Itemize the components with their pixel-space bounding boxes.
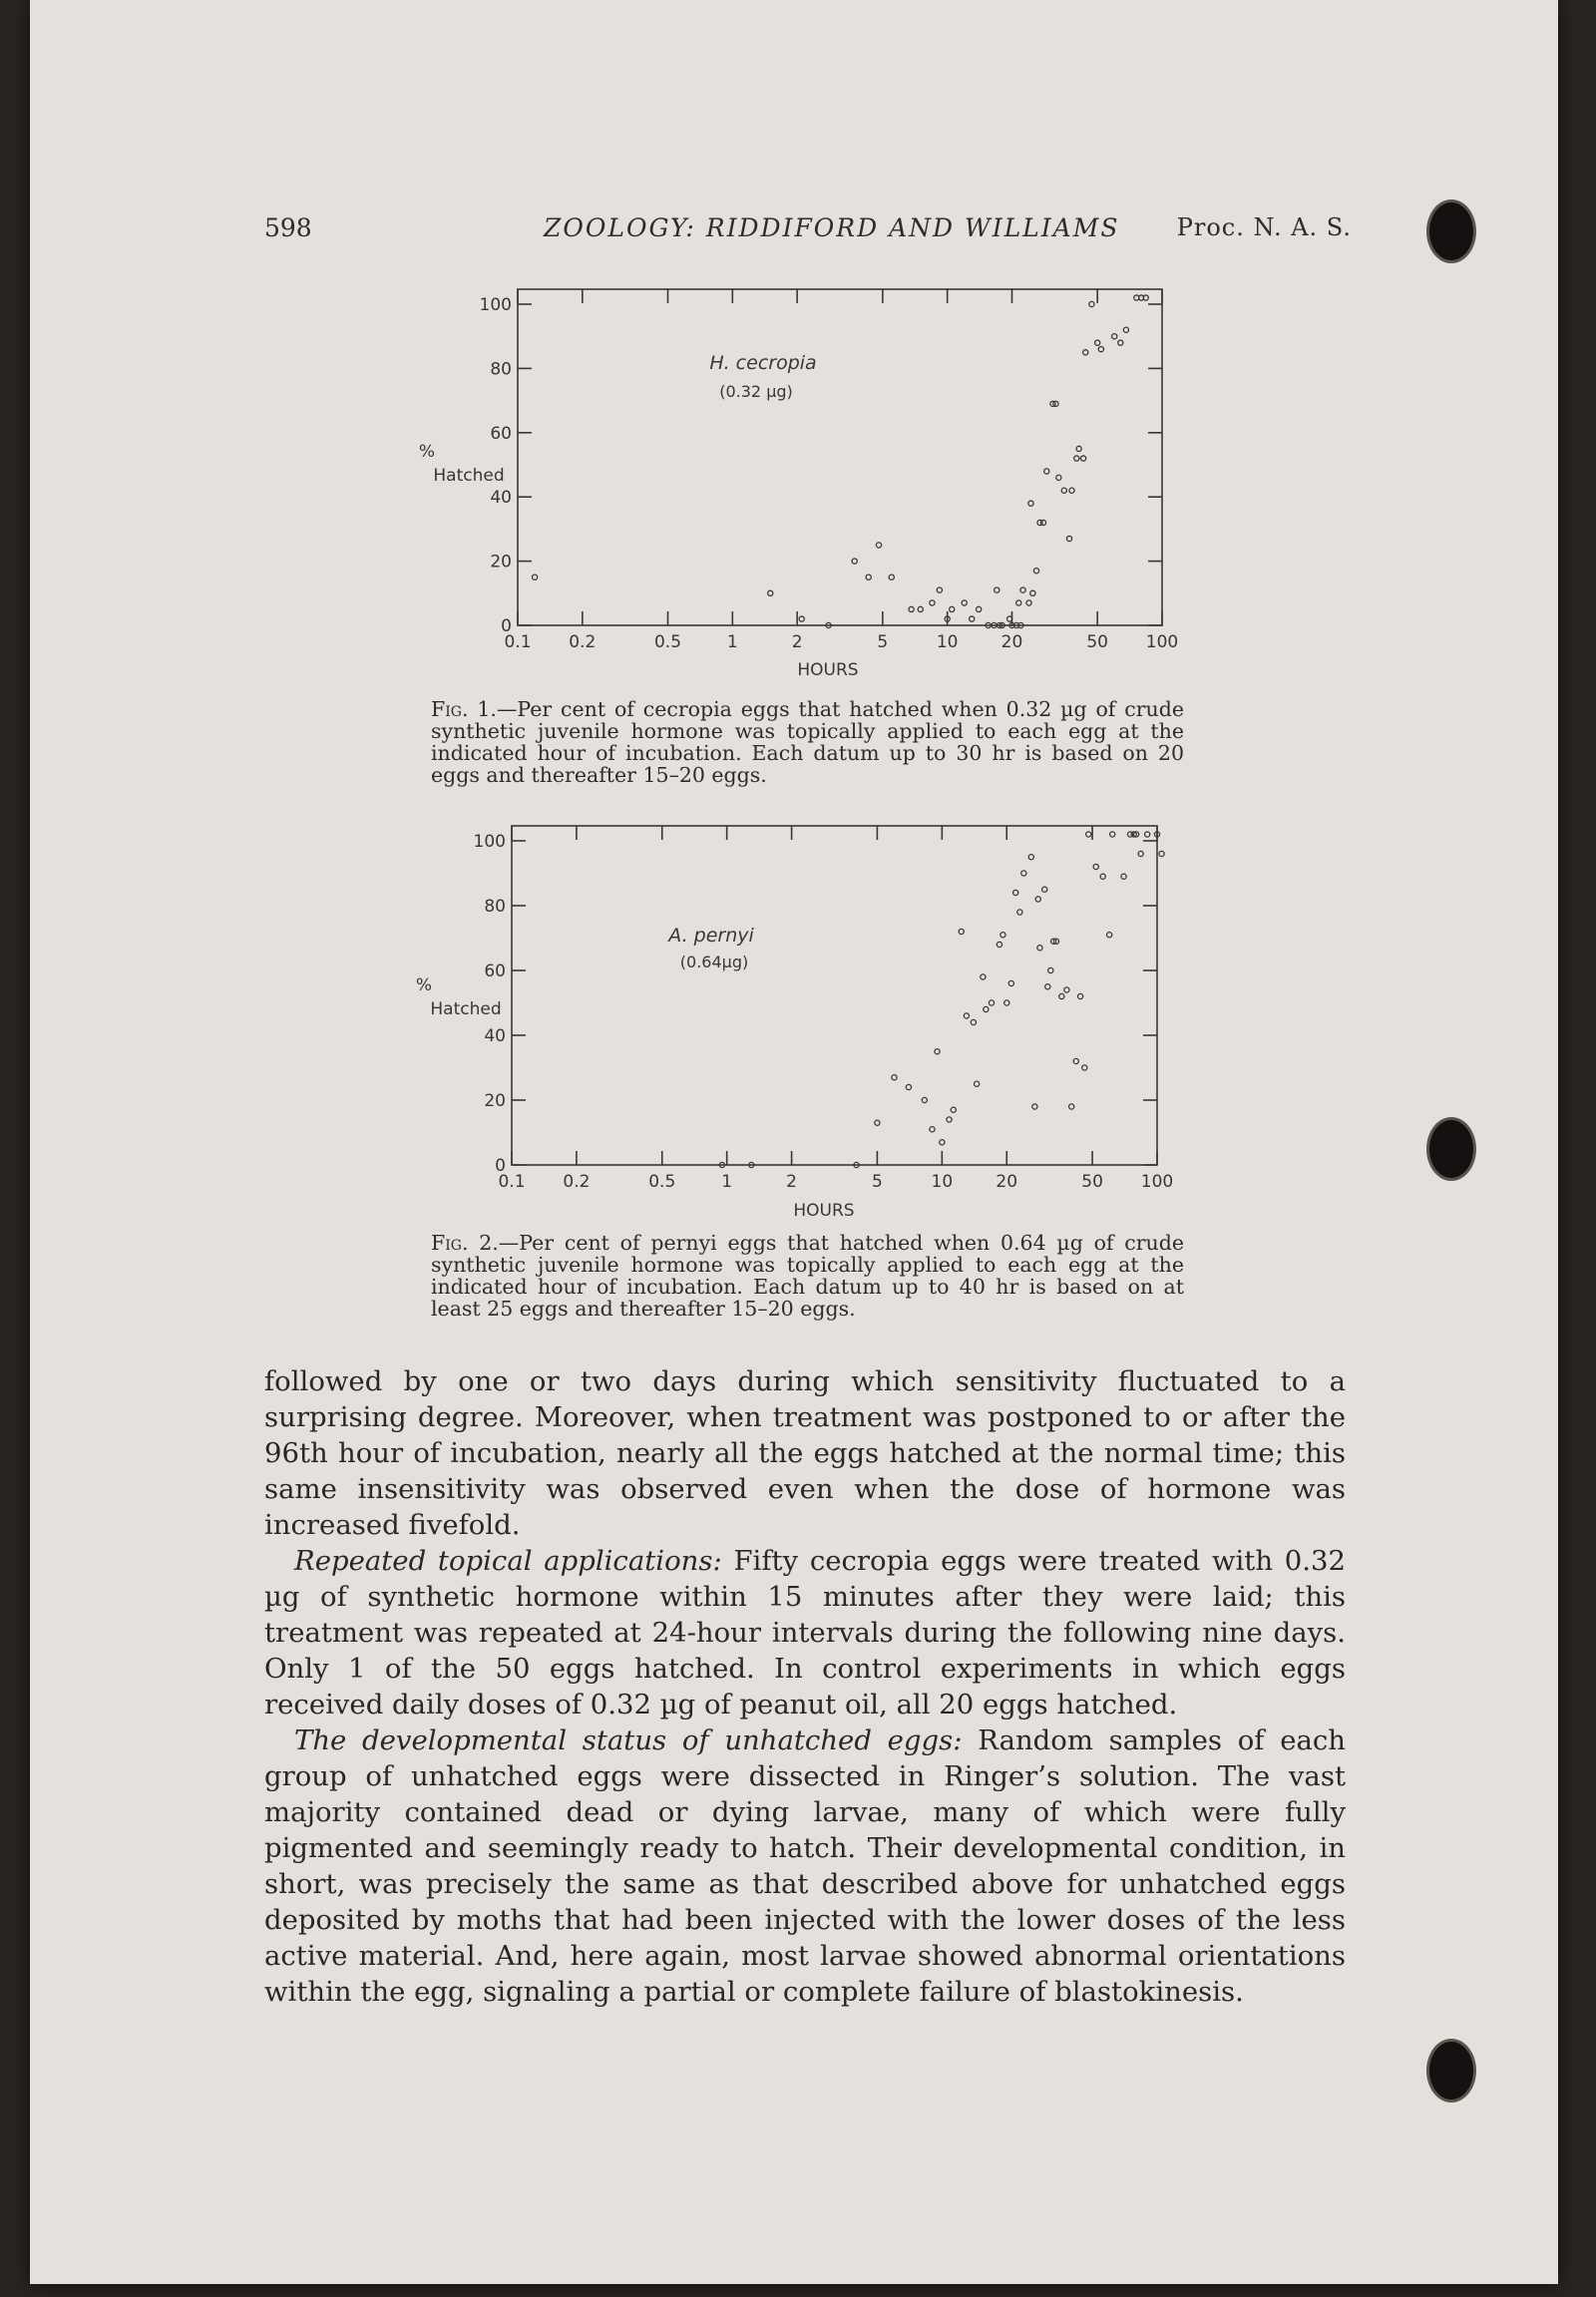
data-point bbox=[997, 942, 1001, 947]
data-point bbox=[1037, 946, 1042, 951]
paragraph bbox=[264, 1543, 1346, 1723]
data-point bbox=[1017, 910, 1022, 915]
data-point bbox=[1045, 984, 1050, 989]
data-point bbox=[1107, 933, 1112, 938]
y-tick-label: 0 bbox=[495, 1156, 506, 1176]
data-point bbox=[971, 1019, 976, 1024]
x-tick-label: 1 bbox=[726, 632, 738, 652]
x-tick-label: 20 bbox=[1000, 632, 1023, 652]
x-tick-label: 2 bbox=[786, 1172, 798, 1192]
data-point bbox=[984, 1006, 989, 1011]
data-point bbox=[989, 1000, 994, 1005]
y-tick-label: 40 bbox=[490, 488, 512, 509]
x-axis-label: HOURS bbox=[797, 660, 859, 680]
data-point bbox=[935, 1049, 940, 1054]
data-point bbox=[1013, 890, 1018, 895]
data-point bbox=[1138, 851, 1143, 856]
caption-text: —Per cent of pernyi eggs that hatched when 0.64 µg of crude synthetic juvenile hormone was topically applied to each egg at the indicated hour of incubation. Each datum up to 40 hr is based on at least 25 eggs and thereafter 15–20 eggs. bbox=[431, 1231, 1185, 1321]
chart-title: A. pernyi bbox=[668, 925, 754, 947]
x-tick-label: 100 bbox=[1145, 632, 1179, 652]
data-point bbox=[1035, 897, 1040, 902]
data-point bbox=[940, 1140, 945, 1145]
y-axis-label-word: Hatched bbox=[430, 999, 502, 1019]
data-point bbox=[1121, 874, 1126, 879]
data-point bbox=[1159, 851, 1164, 856]
data-point bbox=[1004, 1000, 1009, 1005]
data-point bbox=[1073, 1058, 1078, 1063]
y-axis-label-symbol: % bbox=[418, 442, 436, 462]
paragraph-lead: The developmental status of unhatched eggs: bbox=[294, 1724, 963, 1756]
data-point bbox=[1048, 967, 1053, 972]
data-point bbox=[1086, 832, 1091, 837]
y-tick-label: 60 bbox=[490, 423, 512, 444]
y-tick-label: 0 bbox=[501, 616, 512, 636]
data-point bbox=[1093, 864, 1098, 869]
caption-text: —Per cent of cecropia eggs that hatched when 0.32 µg of crude synthetic juvenile hormone was topically applied to each egg at the indicated hour of incubation. Each datum up to 30 hr is based on 20 eggs and thereafter 15–20 eggs. bbox=[431, 697, 1184, 787]
x-tick-label: 0.5 bbox=[653, 632, 682, 652]
x-tick-label: 0.1 bbox=[504, 632, 532, 652]
x-tick-label: 0.2 bbox=[563, 1172, 591, 1192]
x-tick-label: 5 bbox=[877, 632, 889, 652]
data-point bbox=[930, 1127, 935, 1132]
data-point bbox=[892, 1075, 897, 1080]
data-point bbox=[964, 1013, 969, 1018]
y-tick-label: 100 bbox=[473, 832, 506, 852]
data-point bbox=[1078, 993, 1083, 998]
paragraph: followed by one or two days during which sensitivity fluctuated to a surprising degree. Moreover, when treatment was postponed to or after the 96th hour of incubation, nearly all the eggs hatched at the normal time; this same insensitivity was observed even when the dose of hormone was increased fivefold. bbox=[264, 1365, 1346, 1541]
y-axis-label-word: Hatched bbox=[433, 466, 505, 486]
y-tick-label: 20 bbox=[484, 1091, 506, 1111]
figure-label: Fig. 1. bbox=[431, 697, 497, 721]
data-point bbox=[1145, 832, 1150, 837]
data-point bbox=[1100, 874, 1105, 879]
x-tick-label: 5 bbox=[871, 1172, 883, 1192]
body-text bbox=[264, 1363, 1346, 2010]
x-tick-label: 20 bbox=[996, 1172, 1018, 1192]
data-point bbox=[1064, 987, 1069, 992]
y-tick-label: 40 bbox=[484, 1026, 506, 1046]
x-tick-label: 0.5 bbox=[648, 1172, 676, 1192]
data-point bbox=[947, 1117, 952, 1122]
data-point bbox=[1059, 993, 1064, 998]
x-tick-label: 2 bbox=[791, 632, 803, 652]
data-point bbox=[1021, 871, 1026, 876]
y-axis-label-symbol: % bbox=[415, 975, 433, 995]
x-axis-label: HOURS bbox=[793, 1201, 855, 1221]
chart-subtitle: (0.32 µg) bbox=[719, 382, 793, 401]
data-point bbox=[1032, 1104, 1037, 1109]
y-tick-label: 20 bbox=[490, 552, 512, 573]
page-number: 598 bbox=[264, 213, 312, 242]
data-point bbox=[1110, 832, 1115, 837]
data-point bbox=[1082, 1065, 1087, 1070]
data-point bbox=[1000, 933, 1005, 938]
data-point bbox=[922, 1097, 927, 1102]
x-tick-label: 50 bbox=[1086, 632, 1108, 652]
x-tick-label: 100 bbox=[1140, 1172, 1174, 1192]
paragraph bbox=[264, 1723, 1346, 2010]
y-tick-label: 100 bbox=[479, 295, 512, 315]
data-point bbox=[951, 1107, 956, 1112]
data-point bbox=[906, 1084, 911, 1089]
chart-subtitle: (0.64µg) bbox=[679, 953, 749, 971]
running-title: ZOOLOGY: RIDDIFORD AND WILLIAMS bbox=[544, 213, 1120, 242]
x-tick-label: 0.1 bbox=[498, 1172, 526, 1192]
paragraph-text: Random samples of each group of unhatched eggs were dissected in Ringer’s solution. The vast majority contained dead or dying larvae, many of which were fully pigmented and seemingly ready to hatch. Their developmental condition, in short, was precisely the same as that described above for unhatched eggs deposited by moths that had been injected with the lower doses of the less active material. And, here again, most larvae showed abnormal orientations within the egg, signaling a partial or complete failure of blastokinesis. bbox=[264, 1724, 1346, 2008]
x-tick-label: 1 bbox=[721, 1172, 733, 1192]
y-tick-label: 80 bbox=[490, 359, 512, 380]
data-point bbox=[1042, 887, 1047, 892]
plot-frame bbox=[512, 826, 1157, 1165]
y-tick-label: 60 bbox=[484, 961, 506, 981]
paragraph-lead: Repeated topical applications: bbox=[294, 1545, 722, 1577]
y-tick-label: 80 bbox=[484, 897, 506, 917]
figure-2-caption bbox=[431, 1232, 1184, 1320]
x-tick-label: 10 bbox=[931, 1172, 954, 1192]
data-point bbox=[975, 1081, 980, 1086]
data-point bbox=[1069, 1104, 1074, 1109]
chart-title: H. cecropia bbox=[709, 352, 817, 374]
figure-label: Fig. 2. bbox=[431, 1231, 499, 1255]
data-point bbox=[1008, 980, 1013, 985]
x-tick-label: 0.2 bbox=[569, 632, 597, 652]
data-point bbox=[875, 1120, 880, 1125]
x-tick-label: 50 bbox=[1081, 1172, 1103, 1192]
data-point bbox=[959, 929, 964, 934]
data-point bbox=[981, 974, 986, 979]
data-point bbox=[1028, 855, 1033, 860]
journal-name: Proc. N. A. S. bbox=[1176, 213, 1352, 241]
x-tick-label: 10 bbox=[936, 632, 959, 652]
paragraph-text: Fifty cecropia eggs were treated with 0.32 µg of synthetic hormone within 15 minutes after they were laid; this treatment was repeated at 24-hour intervals during the following nine days. Only 1 of the 50 eggs hatched. In control experiments in which eggs received daily doses of 0.32 µg of peanut oil, all 20 eggs hatched. bbox=[264, 1545, 1347, 1721]
